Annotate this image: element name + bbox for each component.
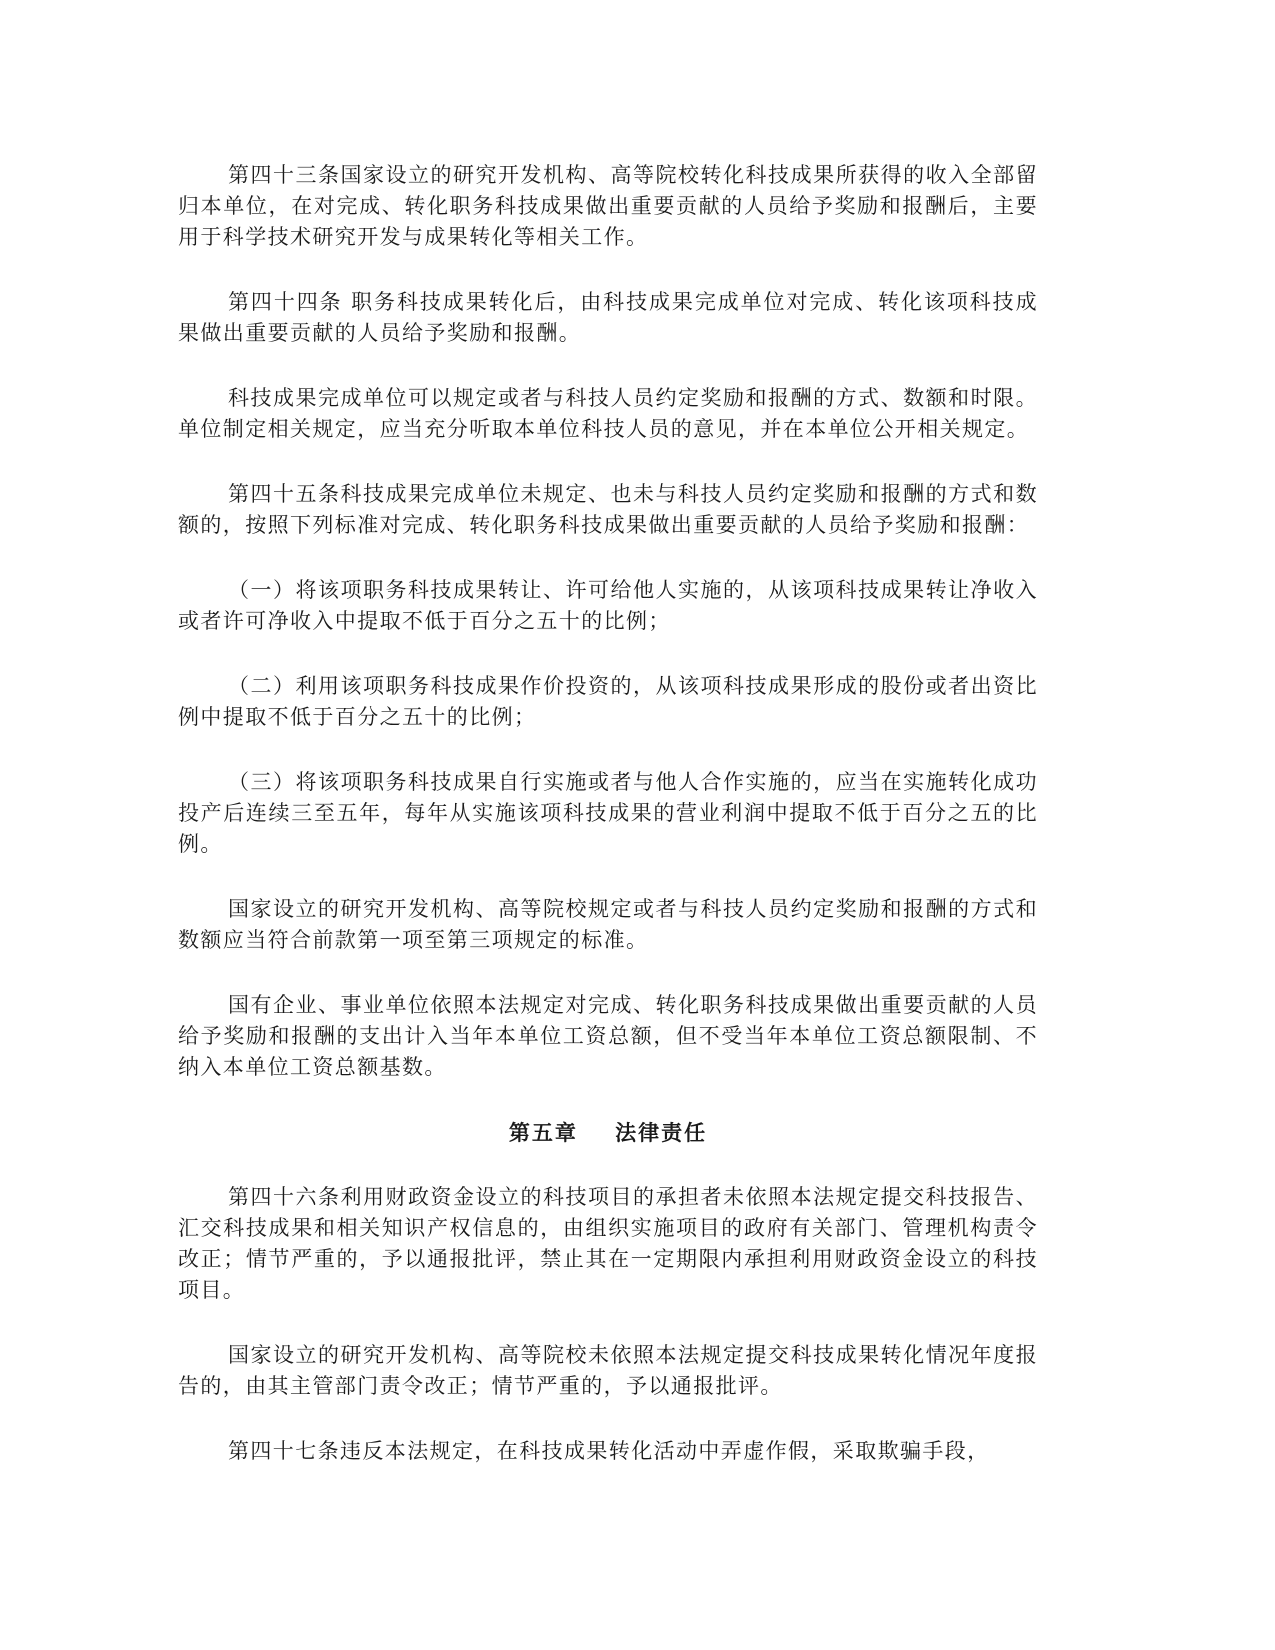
article-45-item-1-paragraph: （一）将该项职务科技成果转让、许可给他人实施的，从该项科技成果转让净收入或者许可净收入中提取不低于百分之五十的比例； [178,578,1038,633]
article-47-paragraph: 第四十七条违反本法规定，在科技成果转化活动中弄虚作假，采取欺骗手段， [228,1439,990,1463]
article-45-clause-3-paragraph: 国有企业、事业单位依照本法规定对完成、转化职务科技成果做出重要贡献的人员给予奖励和报酬的支出计入当年本单位工资总额，但不受当年本单位工资总额限制、不纳入本单位工资总额基数。 [178,993,1038,1079]
article-46-paragraph: 第四十六条利用财政资金设立的科技项目的承担者未依照本法规定提交科技报告、汇交科技成果和相关知识产权信息的，由组织实施项目的政府有关部门、管理机构责令改正；情节严重的，予以通报批评，禁止其在一定期限内承担利用财政资金设立的科技项目。 [178,1185,1038,1302]
article-43-paragraph: 第四十三条国家设立的研究开发机构、高等院校转化科技成果所获得的收入全部留归本单位，在对完成、转化职务科技成果做出重要贡献的人员给予奖励和报酬后，主要用于科学技术研究开发与成果转化等相关工作。 [178,163,1038,249]
article-44-clause-2-paragraph: 科技成果完成单位可以规定或者与科技人员约定奖励和报酬的方式、数额和时限。单位制定相关规定，应当充分听取本单位科技人员的意见，并在本单位公开相关规定。 [178,386,1038,441]
article-45-clause-2-paragraph: 国家设立的研究开发机构、高等院校规定或者与科技人员约定奖励和报酬的方式和数额应当符合前款第一项至第三项规定的标准。 [178,897,1038,952]
article-46-clause-2-paragraph: 国家设立的研究开发机构、高等院校未依照本法规定提交科技成果转化情况年度报告的，由其主管部门责令改正；情节严重的，予以通报批评。 [178,1343,1038,1398]
document-page [178,160,1038,1467]
article-45-paragraph: 第四十五条科技成果完成单位未规定、也未与科技人员约定奖励和报酬的方式和数额的，按照下列标准对完成、转化职务科技成果做出重要贡献的人员给予奖励和报酬： [178,482,1038,537]
article-44-paragraph: 第四十四条 职务科技成果转化后，由科技成果完成单位对完成、转化该项科技成果做出重要贡献的人员给予奖励和报酬。 [178,290,1038,345]
article-45-item-3-paragraph: （三）将该项职务科技成果自行实施或者与他人合作实施的，应当在实施转化成功投产后连续三至五年，每年从实施该项科技成果的营业利润中提取不低于百分之五的比例。 [178,770,1038,856]
chapter-heading: 第五章 法律责任 [508,1120,708,1145]
article-45-item-2-paragraph: （二）利用该项职务科技成果作价投资的，从该项科技成果形成的股份或者出资比例中提取不低于百分之五十的比例； [178,674,1038,729]
